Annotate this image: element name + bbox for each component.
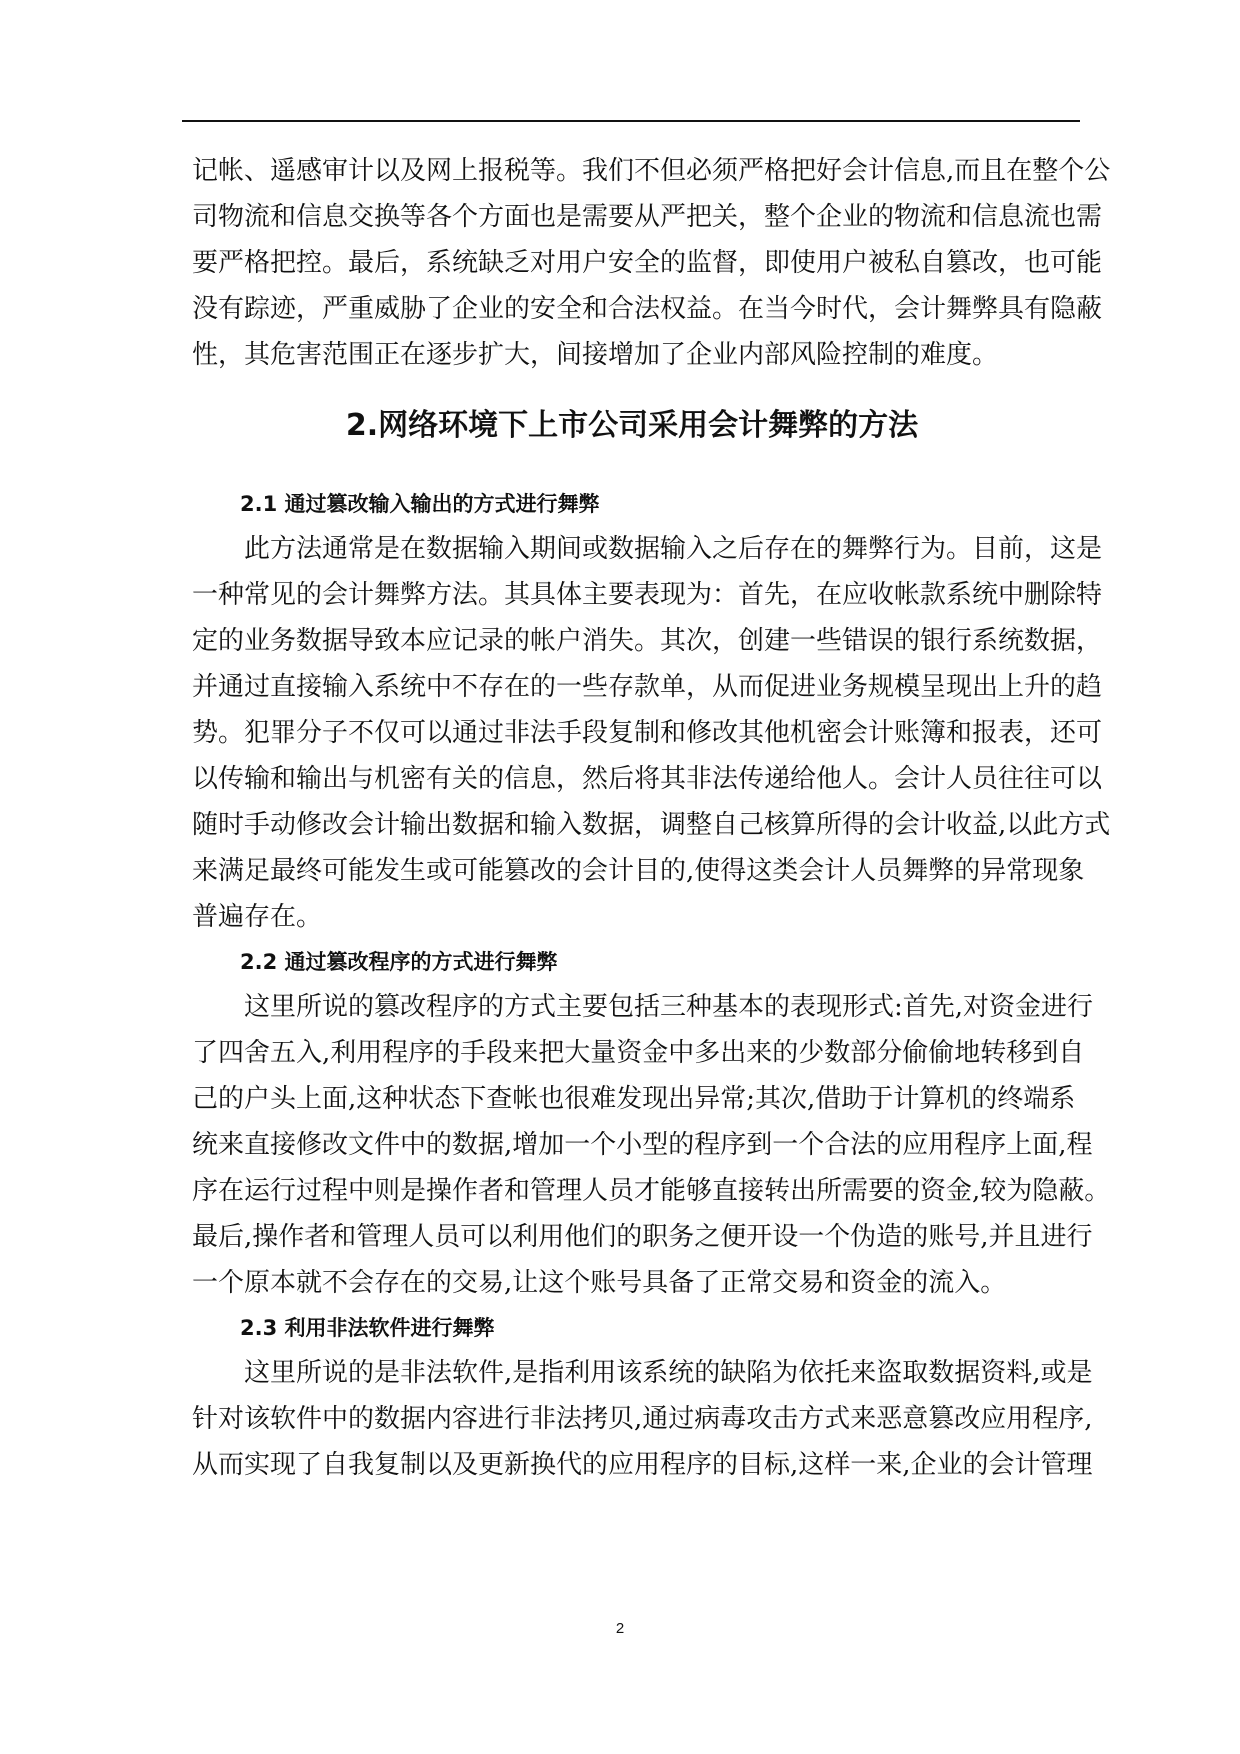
subsection-2-1 — [192, 482, 1111, 940]
text-line: 这里所说的篡改程序的方式主要包括三种基本的表现形式:首先,对资金进行 — [244, 992, 1094, 1022]
text-line: 从而实现了自我复制以及更新换代的应用程序的目标,这样一来,企业的会计管理 — [192, 1450, 1093, 1480]
section-heading: 2.网络环境下上市公司采用会计舞弊的方法 — [345, 408, 919, 443]
subsection-2-2 — [192, 940, 1111, 1306]
header-rule — [182, 120, 1080, 122]
text-line: 一种常见的会计舞弊方法。其具体主要表现为：首先，在应收帐款系统中删除特 — [192, 580, 1103, 610]
text-line: 这里所说的是非法软件,是指利用该系统的缺陷为依托来盗取数据资料,或是 — [244, 1358, 1093, 1388]
page-content — [192, 148, 1111, 1488]
text-line: 以传输和输出与机密有关的信息，然后将其非法传递给他人。会计人员往往可以 — [192, 764, 1103, 794]
text-line: 势。犯罪分子不仅可以通过非法手段复制和修改其他机密会计账簿和报表，还可 — [192, 718, 1103, 748]
text-line: 此方法通常是在数据输入期间或数据输入之后存在的舞弊行为。目前，这是 — [244, 534, 1103, 564]
subsection-heading: 2.2 通过篡改程序的方式进行舞弊 — [240, 950, 558, 974]
text-line: 要严格把控。最后，系统缺乏对用户安全的监督，即使用户被私自篡改，也可能 — [192, 248, 1103, 278]
text-line: 没有踪迹，严重威胁了企业的安全和合法权益。在当今时代，会计舞弊具有隐蔽 — [192, 294, 1103, 324]
subsection-heading: 2.3 利用非法软件进行舞弊 — [240, 1316, 495, 1340]
text-line: 针对该软件中的数据内容进行非法拷贝,通过病毒攻击方式来恶意篡改应用程序, — [192, 1404, 1093, 1434]
text-line: 定的业务数据导致本应记录的帐户消失。其次，创建一些错误的银行系统数据， — [192, 626, 1103, 656]
text-line: 一个原本就不会存在的交易,让这个账号具备了正常交易和资金的流入。 — [192, 1268, 1007, 1298]
text-line: 来满足最终可能发生或可能篡改的会计目的,使得这类会计人员舞弊的异常现象 — [192, 856, 1085, 886]
text-line: 司物流和信息交换等各个方面也是需要从严把关，整个企业的物流和信息流也需 — [192, 202, 1103, 232]
text-line: 随时手动修改会计输出数据和输入数据，调整自己核算所得的会计收益,以此方式 — [192, 810, 1111, 840]
text-line: 记帐、遥感审计以及网上报税等。我们不但必须严格把好会计信息,而且在整个公 — [192, 156, 1111, 186]
text-line: 统来直接修改文件中的数据,增加一个小型的程序到一个合法的应用程序上面,程 — [192, 1130, 1093, 1160]
text-line: 了四舍五入,利用程序的手段来把大量资金中多出来的少数部分偷偷地转移到自 — [192, 1038, 1085, 1068]
page-number: 2 — [615, 1620, 625, 1637]
subsection-heading: 2.1 通过篡改输入输出的方式进行舞弊 — [240, 492, 600, 516]
intro-paragraph — [192, 148, 1111, 378]
subsection-2-3 — [192, 1306, 1093, 1488]
text-line: 最后,操作者和管理人员可以利用他们的职务之便开设一个伪造的账号,并且进行 — [192, 1222, 1093, 1252]
text-line: 己的户头上面,这种状态下查帐也很难发现出异常;其次,借助于计算机的终端系 — [192, 1084, 1076, 1114]
text-line: 并通过直接输入系统中不存在的一些存款单，从而促进业务规模呈现出上升的趋 — [192, 672, 1103, 702]
text-line: 序在运行过程中则是操作者和管理人员才能够直接转出所需要的资金,较为隐蔽。 — [192, 1176, 1111, 1206]
text-line: 性，其危害范围正在逐步扩大，间接增加了企业内部风险控制的难度。 — [192, 340, 999, 370]
text-line: 普遍存在。 — [192, 902, 323, 932]
